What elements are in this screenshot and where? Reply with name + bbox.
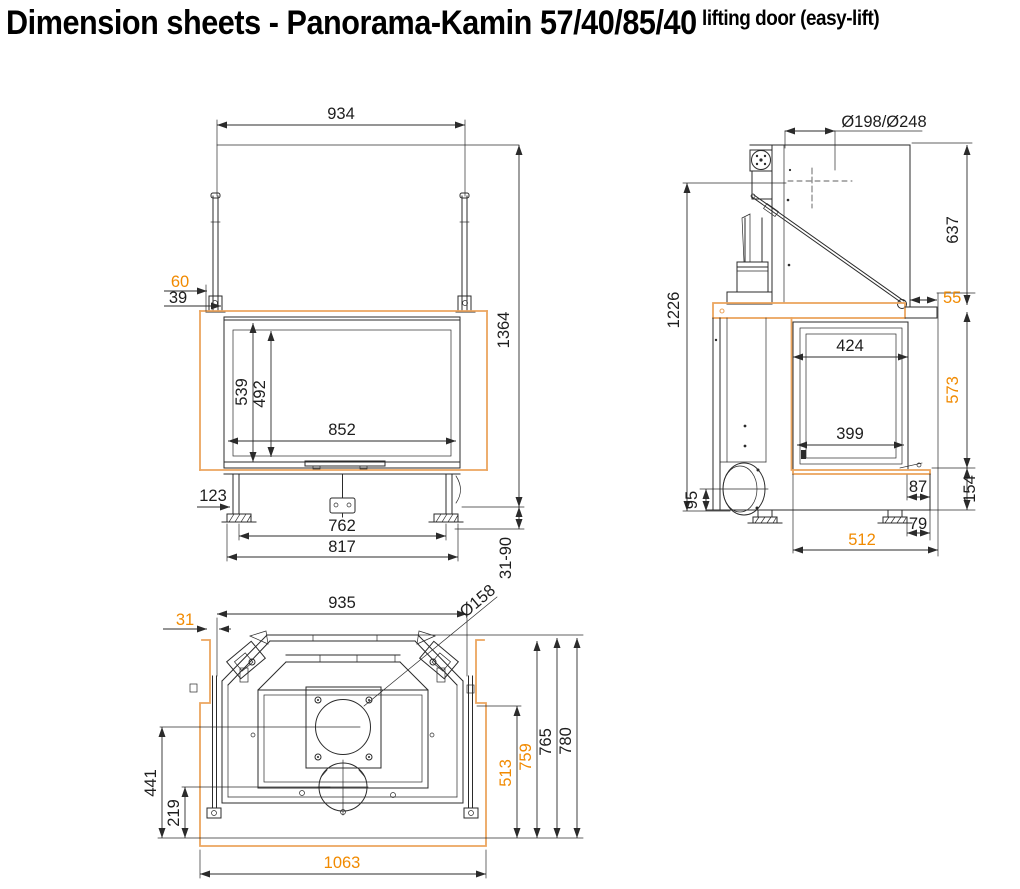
dim-side-base-height: 154	[961, 475, 979, 503]
dim-front-foot-adjust: 31-90	[497, 536, 515, 580]
dim-front-offset-left: 123	[199, 487, 227, 505]
dim-side-foot-offset: 79	[908, 515, 928, 533]
dim-front-width: 934	[327, 105, 355, 123]
dim-front-glass-width: 852	[328, 421, 356, 439]
dim-front-offset-rail: 39	[168, 289, 188, 307]
dim-top-flue-center: 441	[142, 769, 160, 797]
dim-top-cladding: 31	[175, 611, 195, 629]
page-title-superscript: lifting door (easy-lift)	[702, 7, 880, 30]
dim-front-feet-span: 762	[328, 517, 356, 535]
page-title	[6, 4, 879, 43]
dim-side-depth-base: 512	[848, 531, 876, 549]
dim-front-offset-top: 60	[170, 273, 190, 291]
top-view-drawing	[142, 581, 583, 878]
dim-top-depth-body: 765	[537, 728, 555, 756]
dim-top-depth-total: 780	[557, 727, 575, 755]
dim-top-depth-inner: 513	[497, 759, 515, 787]
side-view-drawing	[665, 113, 979, 556]
dim-top-depth-frame: 759	[517, 743, 535, 771]
dim-front-glass-inner-height: 492	[251, 380, 269, 408]
page-title-main: Dimension sheets - Panorama-Kamin 57/40/85/40	[6, 4, 697, 42]
dim-front-glass-height: 539	[233, 378, 251, 406]
dim-side-height: 1226	[665, 291, 683, 329]
dim-top-flue-dia: Ø158	[456, 581, 500, 622]
dim-front-height-total: 1364	[495, 311, 513, 349]
front-view-drawing	[164, 105, 524, 579]
dim-side-depth-bottom: 399	[836, 425, 864, 443]
dim-side-lip: 55	[943, 289, 962, 307]
dim-front-base-width: 817	[328, 538, 356, 556]
dim-side-inset: 87	[908, 478, 928, 496]
dim-side-top-height: 637	[944, 216, 962, 244]
dim-side-flue: Ø198/Ø248	[841, 113, 927, 131]
dim-side-depth-top: 424	[836, 337, 864, 355]
dim-top-air-center: 219	[165, 799, 183, 827]
dim-top-width: 935	[328, 594, 356, 612]
dim-top-cladding-width: 1063	[323, 854, 361, 872]
dim-side-opening-height: 573	[944, 376, 962, 404]
dim-side-air-center: 95	[683, 490, 701, 510]
